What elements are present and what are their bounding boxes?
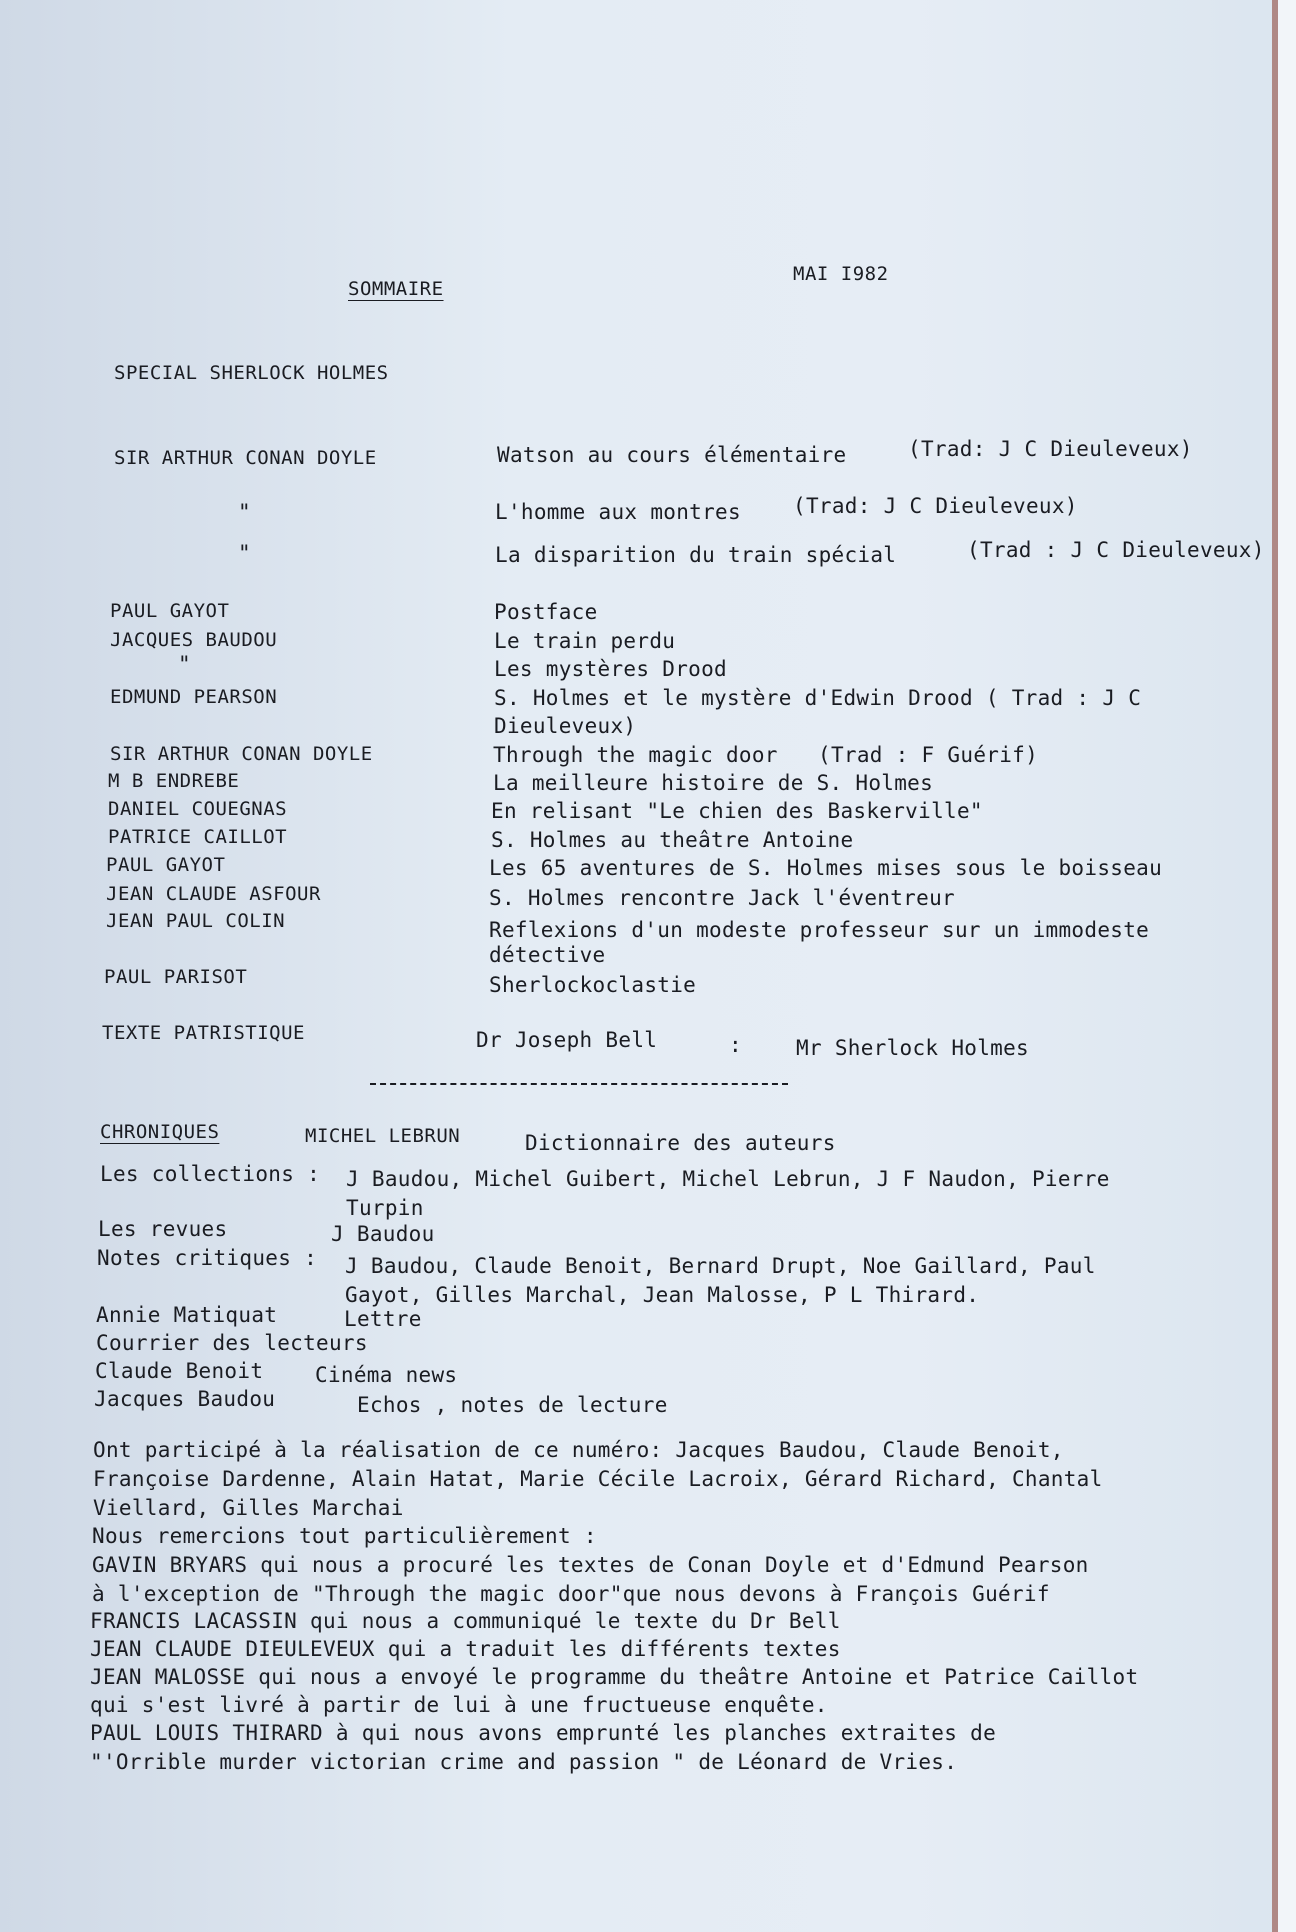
- credits-line: "'Orrible murder victorian crime and passion " de Léonard de Vries.: [90, 1750, 958, 1774]
- entry-translator: (Trad: J C Dieuleveux): [793, 494, 1078, 518]
- entry-title: Les 65 aventures de S. Holmes mises sous le boisseau: [489, 856, 1163, 880]
- patristique-label: TEXTE PATRISTIQUE: [102, 1022, 305, 1044]
- notes-label: Notes critiques :: [97, 1246, 318, 1270]
- entry-author: PAUL GAYOT: [110, 600, 230, 622]
- entry-translator: (Trad : J C Dieuleveux): [967, 538, 1265, 562]
- claude-item: Cinéma news: [315, 1363, 458, 1387]
- entry-translator: (Trad: J C Dieuleveux): [908, 437, 1193, 461]
- collections-label: Les collections :: [100, 1162, 321, 1186]
- credits-line: GAVIN BRYARS qui nous a procuré les textes de Conan Doyle et d'Edmund Pearson: [92, 1553, 1089, 1577]
- page-edge: [1278, 0, 1296, 1932]
- special-heading: SPECIAL SHERLOCK HOLMES: [114, 362, 389, 384]
- credits-line: Françoise Dardenne, Alain Hatat, Marie Cécile Lacroix, Gérard Richard, Chantal: [93, 1467, 1103, 1491]
- courrier-label: Courrier des lecteurs: [96, 1331, 368, 1355]
- credits-line: à l'exception de "Through the magic door"que nous devons à François Guérif: [92, 1582, 1050, 1606]
- jacques-label: Jacques Baudou: [94, 1387, 276, 1411]
- jacques-item: Echos , notes de lecture: [357, 1393, 668, 1417]
- entry-author: SIR ARTHUR CONAN DOYLE: [110, 743, 373, 765]
- credits-line: Ont participé à la réalisation de ce numéro: Jacques Baudou, Claude Benoit,: [93, 1438, 1064, 1462]
- entry-title: S. Holmes au theâtre Antoine: [491, 828, 854, 852]
- patristique-right: Mr Sherlock Holmes: [796, 1036, 1029, 1060]
- entry-author: M B ENDREBE: [108, 770, 240, 792]
- patristique-separator: :: [729, 1033, 742, 1057]
- entry-title: La meilleure histoire de S. Holmes: [493, 771, 934, 795]
- entry-title-continued: Dieuleveux): [494, 714, 637, 738]
- chroniques-label: CHRONIQUES: [100, 1121, 220, 1143]
- entry-author: PAUL GAYOT: [106, 854, 226, 876]
- entry-author: JEAN PAUL COLIN: [106, 910, 286, 932]
- entry-title: S. Holmes et le mystère d'Edwin Drood ( Trad : J C: [494, 686, 1142, 710]
- credits-line: JEAN CLAUDE DIEULEVEUX qui a traduit les différents textes: [90, 1637, 841, 1661]
- credits-line: Viellard, Gilles Marchai: [93, 1496, 404, 1520]
- entry-author: JEAN CLAUDE ASFOUR: [106, 883, 321, 905]
- chroniques-author: MICHEL LEBRUN: [305, 1125, 461, 1147]
- credits-line: Nous remercions tout particulièrement :: [92, 1524, 597, 1548]
- entry-author-ditto: ": [178, 652, 191, 676]
- dashed-divider: [370, 1083, 788, 1085]
- entry-title: L'homme aux montres: [495, 500, 741, 524]
- entry-title: Reflexions d'un modeste professeur sur un immodeste: [489, 918, 1150, 942]
- credits-line: FRANCIS LACASSIN qui nous a communiqué le texte du Dr Bell: [90, 1609, 841, 1633]
- entry-translator: (Trad : F Guérif): [818, 743, 1039, 767]
- entry-author: PATRICE CAILLOT: [108, 826, 288, 848]
- notes-names-continued: Gayot, Gilles Marchal, Jean Malosse, P L Thirard.: [345, 1283, 980, 1307]
- entry-title: Sherlockoclastie: [489, 973, 697, 997]
- notes-names: J Baudou, Claude Benoit, Bernard Drupt, Noe Gaillard, Paul: [345, 1254, 1096, 1278]
- page-title: SOMMAIRE: [348, 278, 444, 300]
- entry-author-ditto: ": [238, 500, 251, 524]
- entry-author: SIR ARTHUR CONAN DOYLE: [114, 447, 377, 469]
- collections-names-continued: Turpin: [346, 1196, 424, 1220]
- entry-title: S. Holmes rencontre Jack l'éventreur: [489, 886, 955, 910]
- credits-line: PAUL LOUIS THIRARD à qui nous avons emprunté les planches extraites de: [90, 1721, 997, 1745]
- collections-names: J Baudou, Michel Guibert, Michel Lebrun, J F Naudon, Pierre: [346, 1167, 1110, 1191]
- entry-title: La disparition du train spécial: [495, 543, 897, 567]
- entry-author: DANIEL COUEGNAS: [108, 798, 288, 820]
- entry-title: Les mystères Drood: [494, 657, 727, 681]
- credits-line: JEAN MALOSSE qui nous a envoyé le programme du theâtre Antoine et Patrice Caillot: [90, 1665, 1139, 1689]
- revues-name: J Baudou: [331, 1222, 435, 1246]
- revues-label: Les revues: [98, 1217, 228, 1241]
- entry-author-ditto: ": [238, 541, 251, 565]
- entry-title: Le train perdu: [494, 629, 676, 653]
- entry-title: Watson au cours élémentaire: [497, 443, 847, 467]
- entry-title: Postface: [494, 600, 598, 624]
- entry-author: PAUL PARISOT: [104, 966, 248, 988]
- claude-label: Claude Benoit: [95, 1359, 264, 1383]
- entry-author: JACQUES BAUDOU: [110, 629, 278, 651]
- entry-title-continued: détective: [489, 943, 606, 967]
- credits-line: qui s'est livré à partir de lui à une fructueuse enquête.: [90, 1693, 828, 1717]
- chroniques-title: Dictionnaire des auteurs: [525, 1131, 836, 1155]
- annie-item: Lettre: [344, 1307, 422, 1331]
- patristique-left: Dr Joseph Bell: [476, 1028, 658, 1052]
- annie-label: Annie Matiquat: [96, 1303, 278, 1327]
- issue-date: MAI I982: [793, 263, 889, 285]
- entry-title: En relisant "Le chien des Baskerville": [491, 799, 983, 823]
- entry-title: Through the magic door: [493, 743, 778, 767]
- entry-author: EDMUND PEARSON: [110, 686, 278, 708]
